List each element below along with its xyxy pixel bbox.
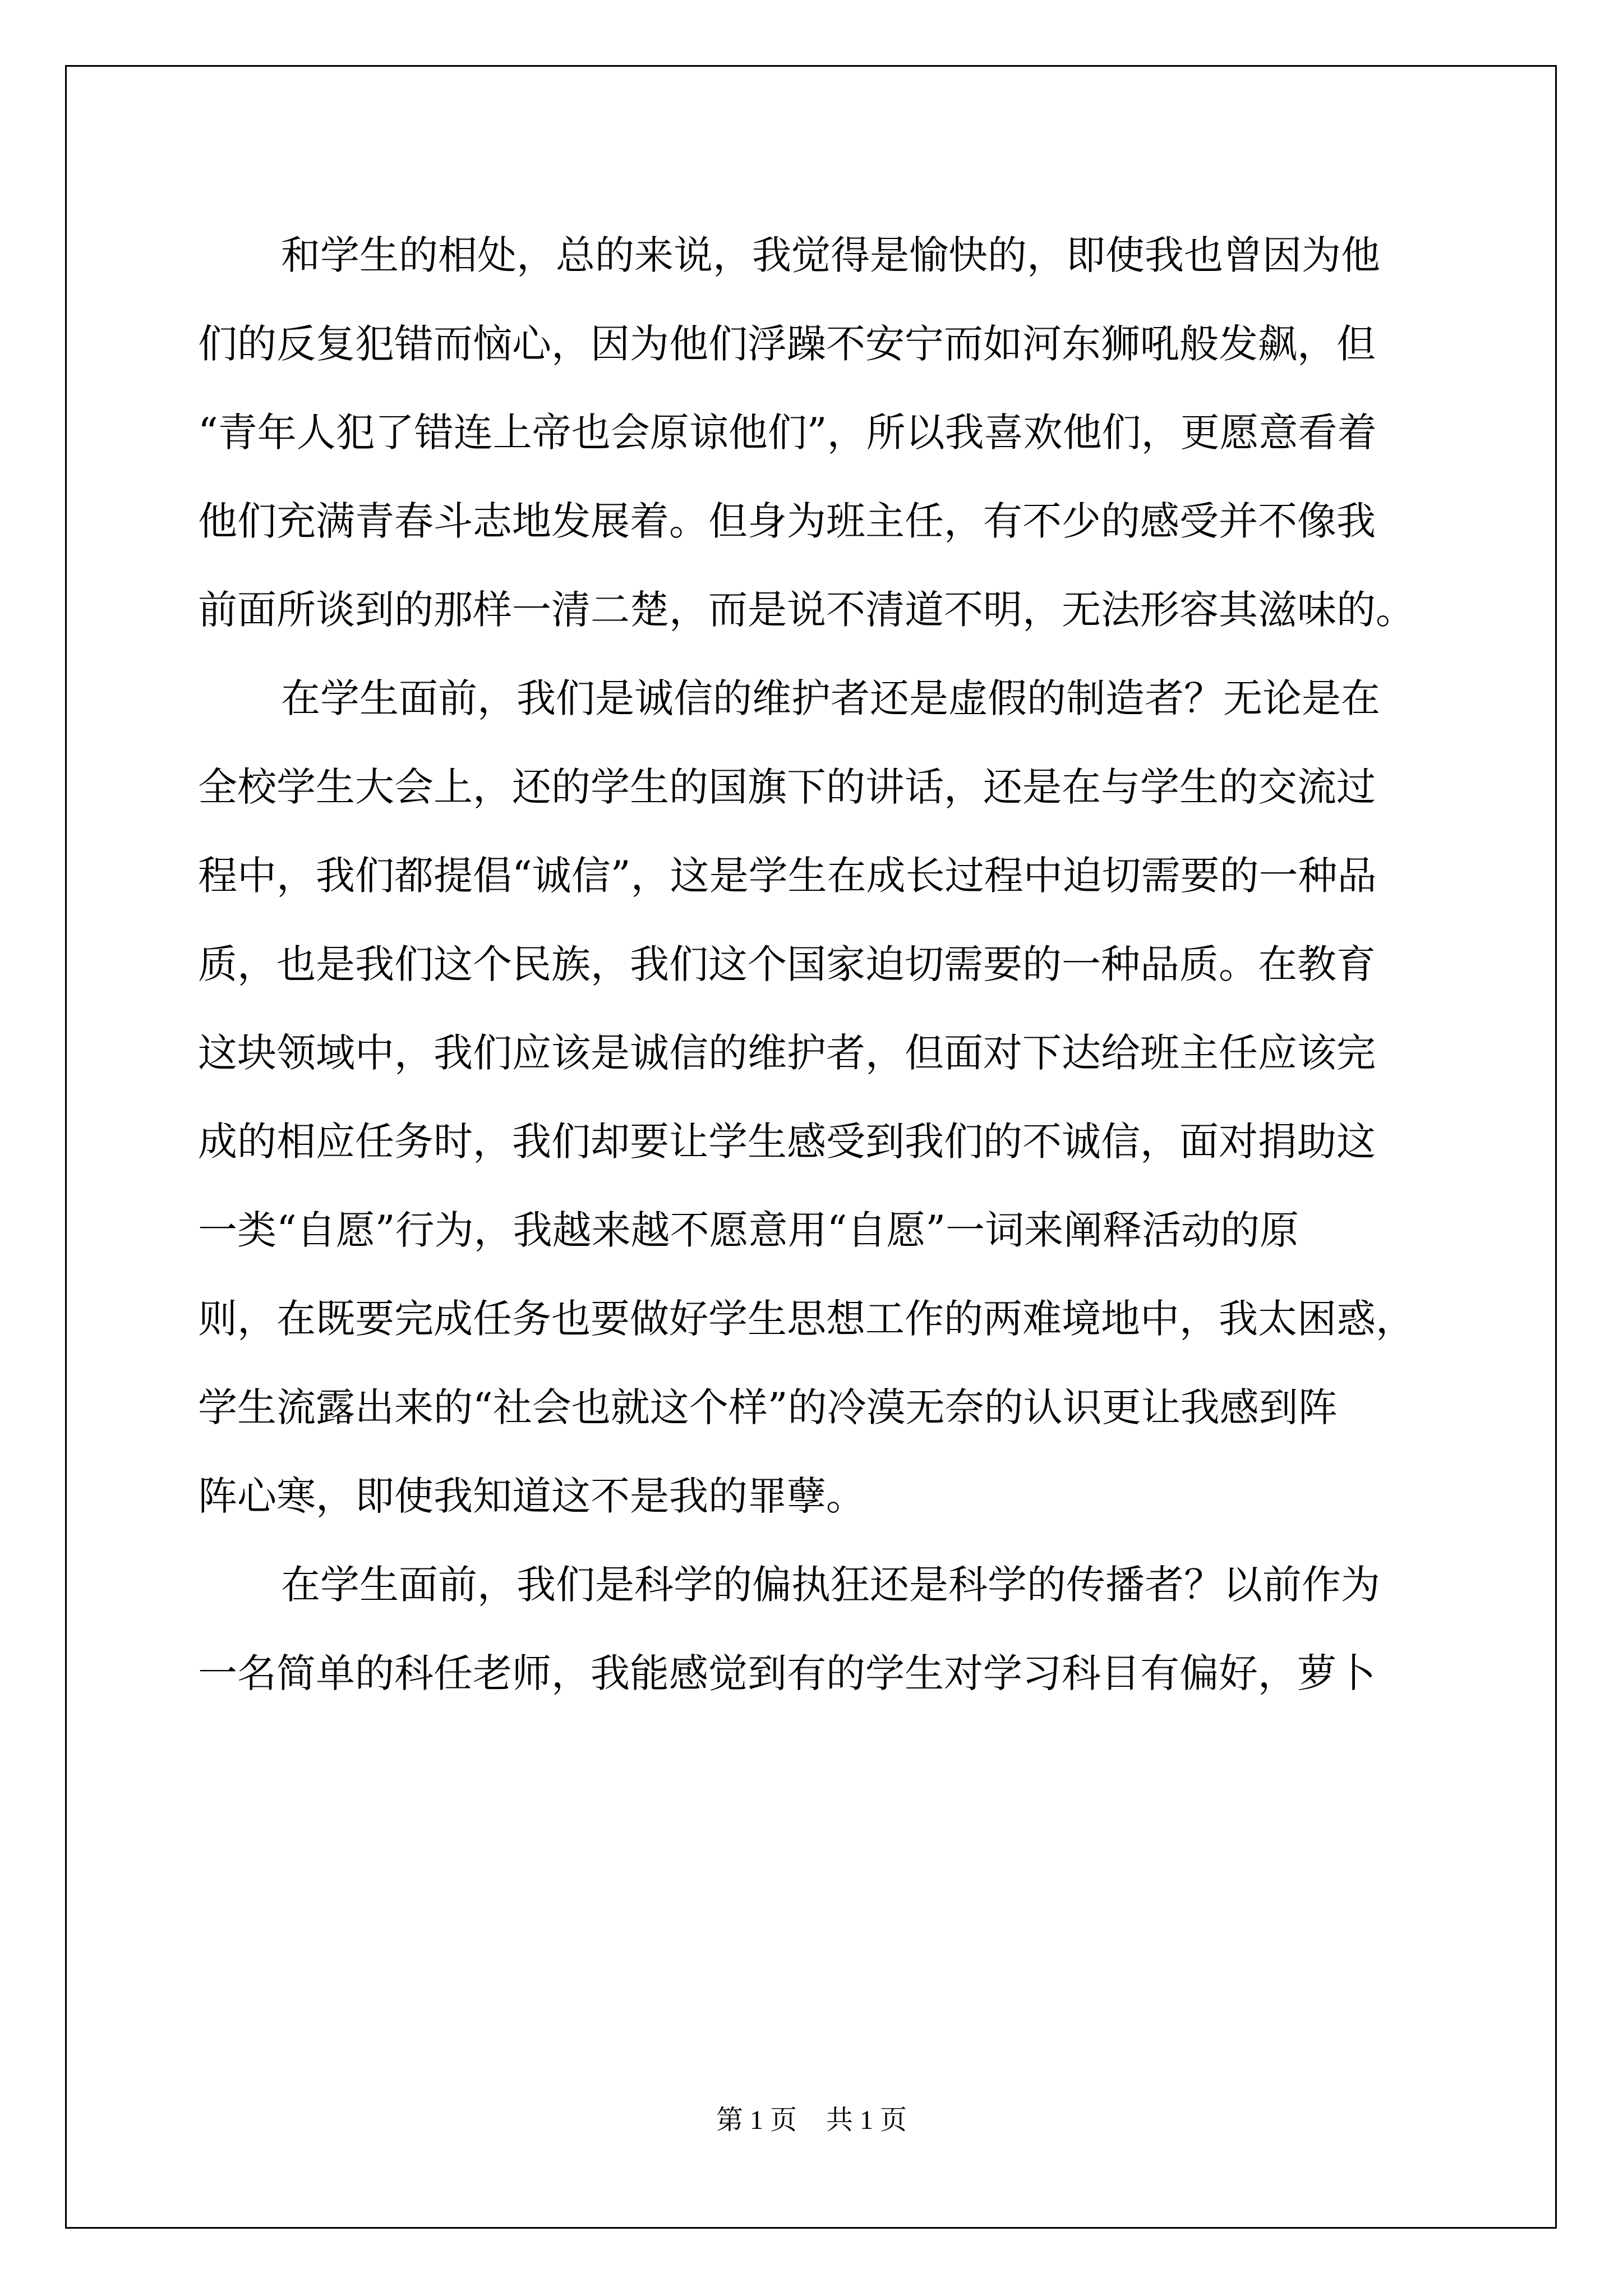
document-body xyxy=(198,211,1432,1718)
paragraph-line: 前面所谈到的那样一清二楚，而是说不清道不明，无法形容其滋味的。 xyxy=(198,587,1415,633)
paragraph-line: 一名简单的科任老师，我能感觉到有的学生对学习科目有偏好，萝卜 xyxy=(198,1650,1376,1696)
paragraph-line: 在学生面前，我们是科学的偏执狂还是科学的传播者？以前作为 xyxy=(281,1562,1380,1608)
paragraph-line: 这块领域中，我们应该是诚信的维护者，但面对下达给班主任应该完 xyxy=(198,1030,1376,1076)
paragraph-line: 他们充满青春斗志地发展着。但身为班主任，有不少的感受并不像我 xyxy=(198,498,1376,544)
page-footer xyxy=(0,2098,1623,2137)
paragraph-line: 成的相应任务时，我们却要让学生感受到我们的不诚信，面对捐助这 xyxy=(198,1119,1376,1165)
paragraph-1 xyxy=(198,211,1432,654)
total-pages: 共 1 页 xyxy=(826,2105,907,2135)
paragraph-line: 在学生面前，我们是诚信的维护者还是虚假的制造者？无论是在 xyxy=(281,675,1380,721)
paragraph-line: 和学生的相处，总的来说，我觉得是愉快的，即使我也曾因为他 xyxy=(281,232,1380,278)
paragraph-line: 程中，我们都提倡“诚信”，这是学生在成长过程中迫切需要的一种品 xyxy=(198,853,1377,899)
paragraph-line: 们的反复犯错而恼心，因为他们浮躁不安宁而如河东狮吼般发飙，但 xyxy=(198,321,1376,367)
paragraph-line: 阵心寒，即使我知道这不是我的罪孽。 xyxy=(198,1473,865,1519)
paragraph-line: 全校学生大会上，还的学生的国旗下的讲话，还是在与学生的交流过 xyxy=(198,764,1376,810)
paragraph-line: 质，也是我们这个民族，我们这个国家迫切需要的一种品质。在教育 xyxy=(198,941,1376,987)
paragraph-2 xyxy=(198,654,1432,1540)
page-number: 第 1 页 xyxy=(716,2105,797,2135)
paragraph-line: 学生流露出来的“社会也就这个样”的冷漠无奈的认识更让我感到阵 xyxy=(198,1384,1338,1430)
paragraph-line: “青年人犯了错连上帝也会原谅他们”，所以我喜欢他们，更愿意看着 xyxy=(198,409,1377,455)
paragraph-line: 一类“自愿”行为，我越来越不愿意用“自愿”一词来阐释活动的原 xyxy=(198,1207,1299,1253)
paragraph-3 xyxy=(198,1540,1432,1718)
paragraph-line: 则，在既要完成任务也要做好学生思想工作的两难境地中，我太困惑， xyxy=(198,1296,1415,1342)
